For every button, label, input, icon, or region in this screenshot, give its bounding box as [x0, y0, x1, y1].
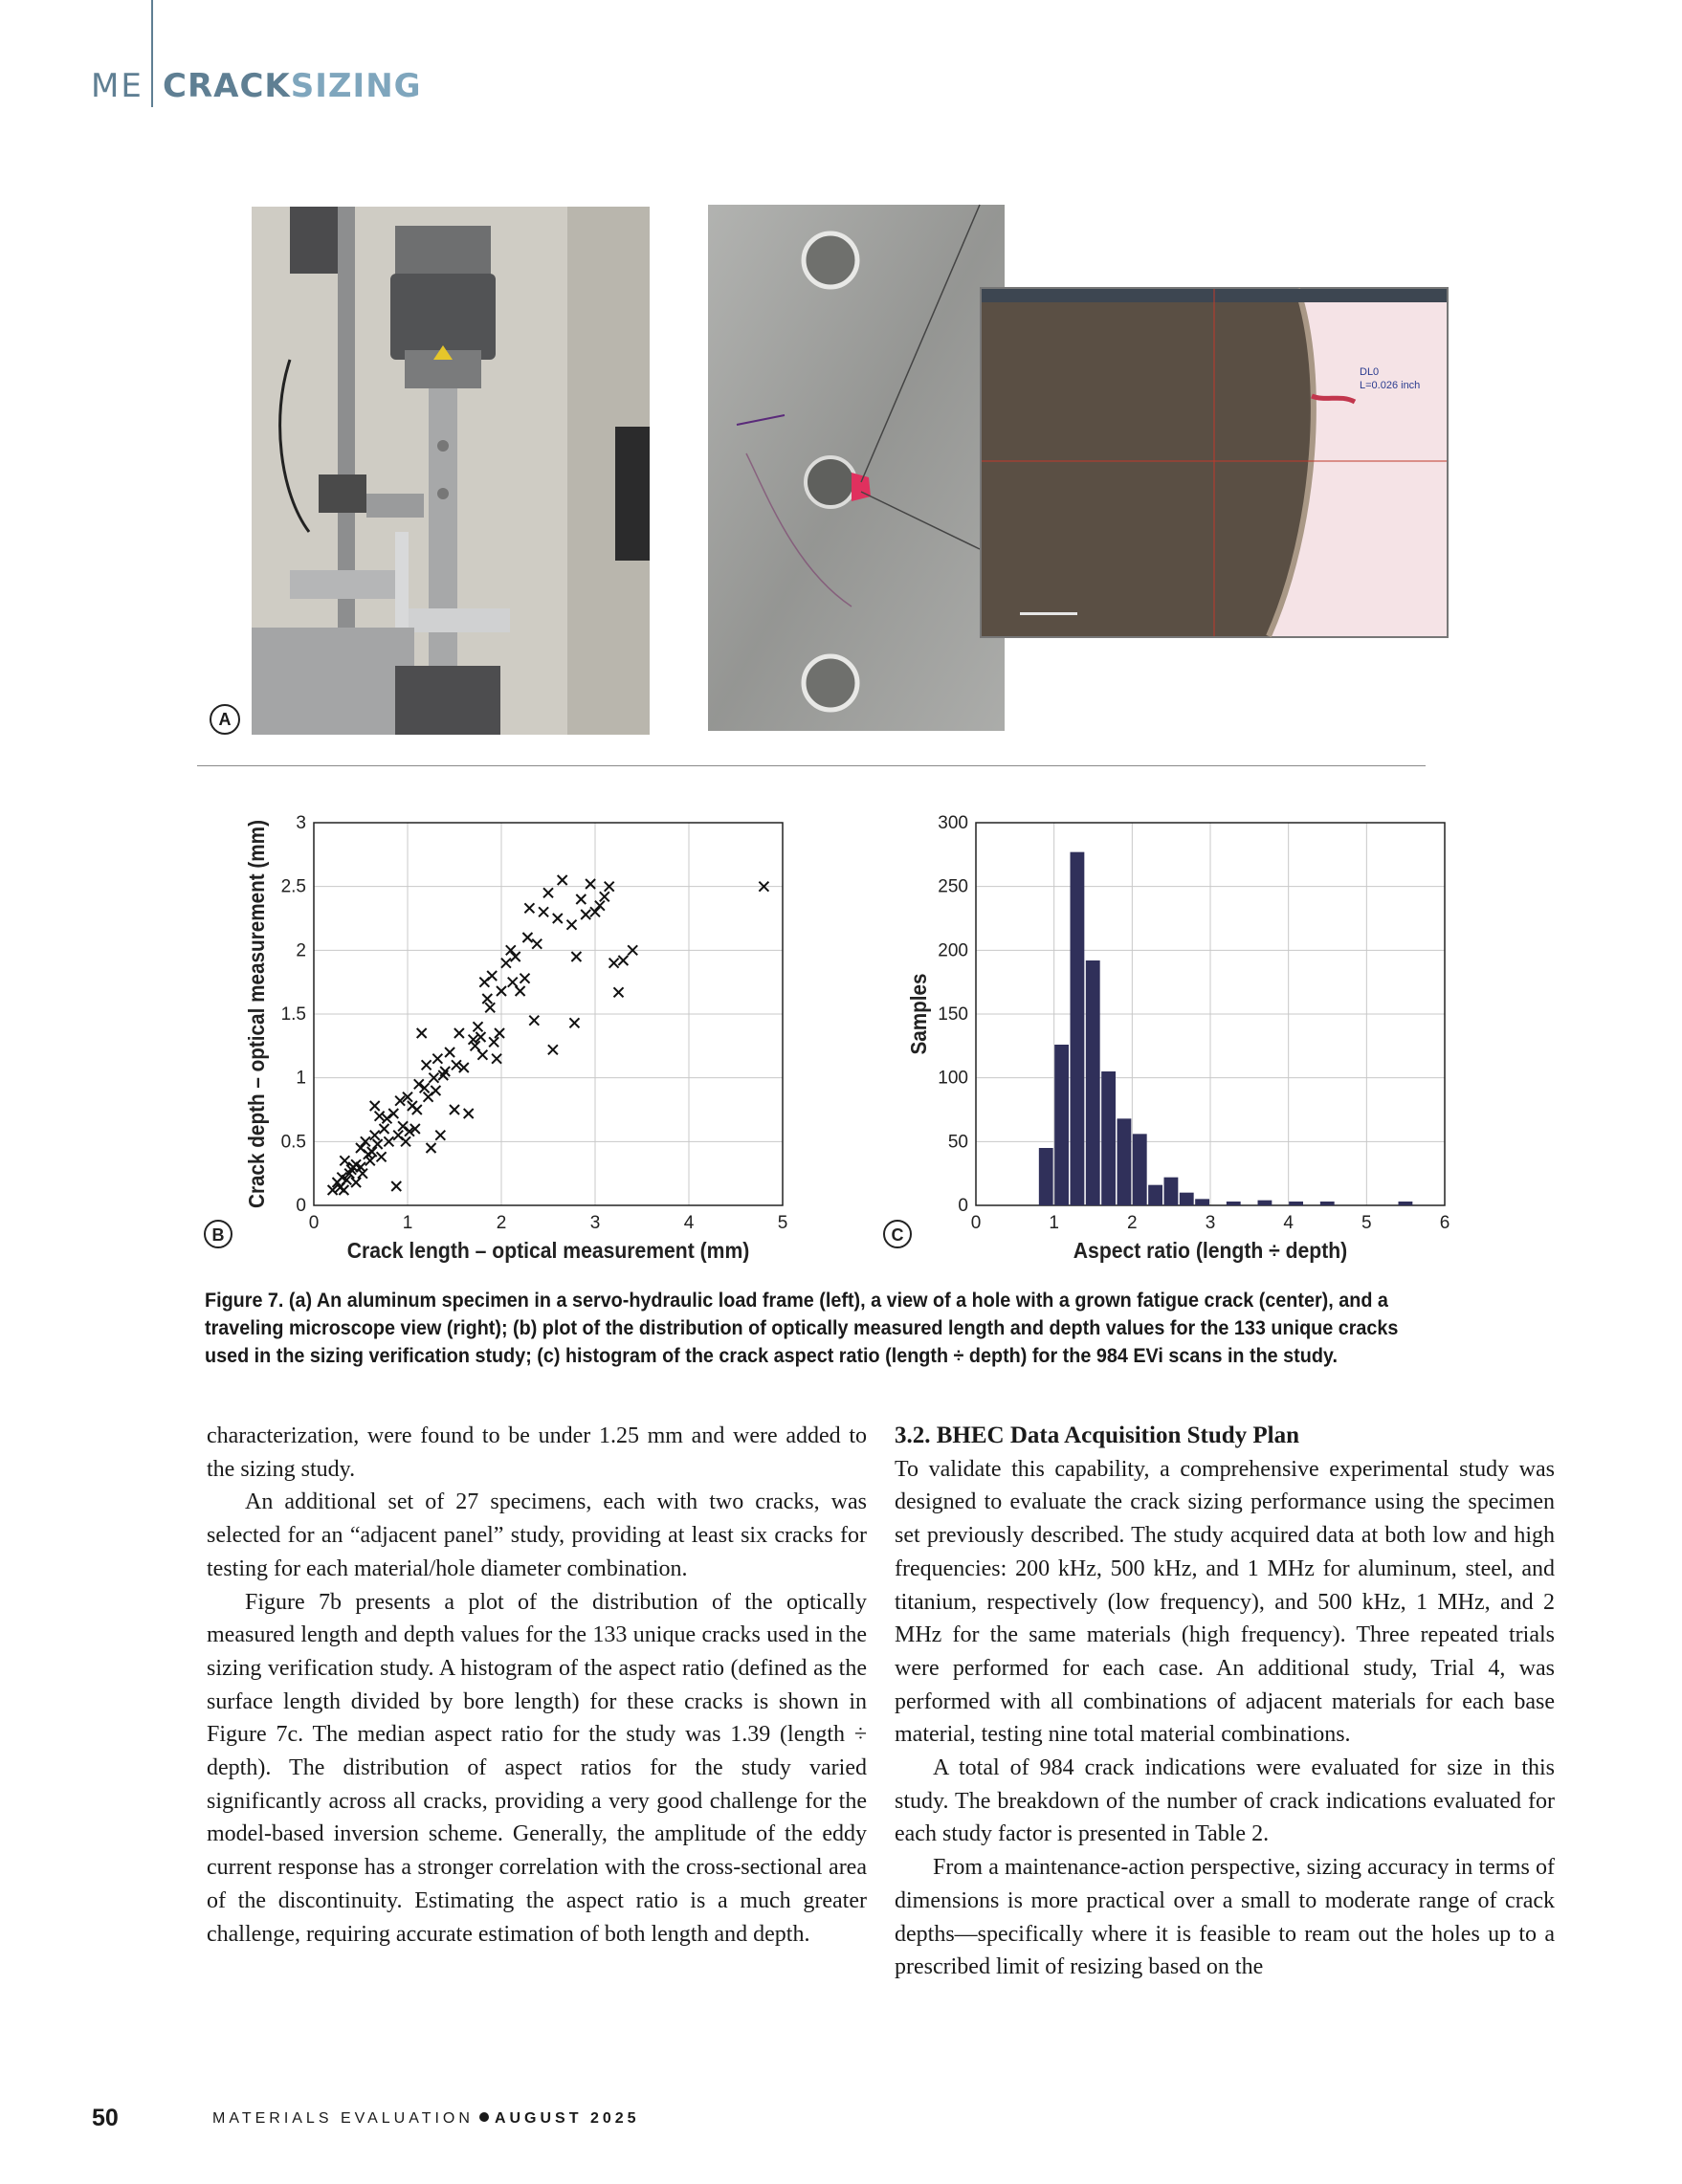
- scatter-point: [474, 1022, 483, 1031]
- section-title-part-a: CRACK: [163, 67, 291, 105]
- scatter-point: [375, 1112, 385, 1121]
- x-tick-label: 3: [1205, 1213, 1216, 1233]
- scatter-point: [487, 971, 497, 981]
- scatter-point: [576, 894, 586, 904]
- histogram-bar: [1071, 852, 1085, 1205]
- y-axis-label: Samples: [905, 973, 932, 1055]
- scatter-point: [516, 986, 525, 996]
- scatter-point: [454, 1028, 464, 1038]
- microscope-illustration: [982, 289, 1447, 636]
- scatter-point: [412, 1105, 422, 1114]
- figure-label-a: A: [210, 704, 240, 735]
- histogram-bar: [1101, 1071, 1116, 1205]
- section-heading: 3.2. BHEC Data Acquisition Study Plan: [895, 1423, 1300, 1448]
- scatter-point: [464, 1109, 474, 1118]
- x-tick-label: 4: [683, 1213, 695, 1233]
- histogram-bar: [1227, 1202, 1241, 1205]
- x-tick-label: 1: [402, 1213, 413, 1233]
- scatter-point: [529, 1016, 539, 1026]
- x-tick-label: 3: [589, 1213, 601, 1233]
- photo-load-frame: [218, 207, 650, 735]
- x-tick-label: 2: [1127, 1213, 1138, 1233]
- histogram-bar: [1148, 1185, 1162, 1205]
- y-tick-label: 3: [296, 813, 306, 833]
- scatter-point: [569, 1018, 579, 1027]
- microscope-tag: DL0: [1360, 366, 1380, 378]
- paragraph: Figure 7b presents a plot of the distribution of the optically measured length and depth values for the 133 unique cracks used in the sizing verification study. A histogram of the aspect ratio (defined as the surface length divided by bore length) for these cracks is shown in Figure 7c. The median aspect ratio for the study was 1.39 (length ÷ depth). The distribution of aspect ratios for the study varied significantly across all cracks, providing a very good challenge for the model-based inversion scheme. Generally, the amplitude of the eddy current response has a stronger correlation with the cross-sectional area of the discontinuity. Estimating the aspect ratio is a much greater challenge, requiring accurate estimation of both length and depth.: [207, 1589, 867, 1947]
- scatter-point: [511, 952, 520, 961]
- histogram-bar: [1118, 1118, 1132, 1205]
- photo-specimen-hole: [708, 205, 1005, 731]
- x-tick-label: 0: [308, 1213, 320, 1233]
- x-axis-label: Aspect ratio (length ÷ depth): [1073, 1238, 1348, 1264]
- scatter-point: [522, 933, 532, 942]
- histogram-bar: [1258, 1201, 1273, 1205]
- scatter-point: [435, 1131, 445, 1140]
- scatter-point: [614, 987, 624, 997]
- specimen-illustration: [708, 205, 1005, 731]
- scatter-point: [420, 1083, 430, 1092]
- scatter-point: [382, 1114, 391, 1123]
- scatter-point: [398, 1121, 408, 1131]
- scatter-point: [380, 1124, 389, 1134]
- y-tick-label: 250: [938, 876, 968, 897]
- x-tick-label: 5: [777, 1213, 788, 1233]
- scatter-point: [340, 1156, 349, 1165]
- scatter-point: [367, 1147, 377, 1157]
- scatter-point: [476, 1032, 485, 1042]
- scatter-point: [571, 952, 581, 961]
- y-tick-label: 2.5: [280, 876, 306, 897]
- scatter-point: [595, 901, 605, 911]
- paragraph: characterization, were found to be under 1.25 mm and were added to the sizing study.: [207, 1423, 867, 1482]
- body-column-left: [207, 1420, 867, 1951]
- histogram-bar: [1164, 1178, 1179, 1205]
- paragraph: An additional set of 27 specimens, each with two cracks, was selected for an “adjacent panel” study, providing at least six cracks for testing for each material/hole diameter combination.: [207, 1489, 867, 1581]
- figure-separator: [197, 765, 1426, 766]
- scatter-point: [440, 1067, 450, 1076]
- scatter-point: [477, 1050, 487, 1060]
- paragraph: To validate this capability, a comprehensive experimental study was designed to evaluate the crack sizing performance using the specimen set previously described. The study acquired data at both low and high frequencies: 200 kHz, 500 kHz, and 1 MHz for aluminum, steel, and titanium, respectively (low frequency), and 500 kHz, 1 MHz, and 2 MHz for the same materials (high frequency). Three repeated trials were performed for each case. An additional study, Trial 4, was performed with all combinations of adjacent materials for each base material, testing nine total material combinations.: [895, 1456, 1555, 1748]
- y-tick-label: 1.5: [280, 1004, 306, 1025]
- page-number: 50: [92, 2105, 119, 2131]
- scatter-point: [532, 939, 542, 949]
- scatter-point: [495, 1028, 504, 1038]
- scatter-point: [581, 910, 590, 919]
- y-tick-label: 100: [938, 1068, 968, 1089]
- x-tick-label: 0: [970, 1213, 982, 1233]
- y-tick-label: 300: [938, 813, 968, 833]
- figure-label: C: [891, 1225, 904, 1245]
- photo-microscope-view: [980, 287, 1449, 638]
- section-label: ME: [91, 67, 144, 105]
- scatter-point: [485, 1003, 495, 1012]
- scatter-point: [558, 875, 567, 885]
- paragraph: From a maintenance-action perspective, sizing accuracy in terms of dimensions is more practical over a small to moderate range of crack depths—specifically where it is feasible to ream out the holes up to a prescribed limit of resizing based on the: [895, 1855, 1555, 1980]
- histogram-chart: [852, 804, 1464, 1287]
- histogram-bar: [1054, 1045, 1069, 1205]
- scatter-point: [351, 1178, 361, 1187]
- scatter-point: [489, 1037, 498, 1047]
- scatter-chart-svg: [172, 804, 788, 1282]
- load-frame-illustration: [252, 207, 650, 735]
- histogram-bar: [1086, 960, 1100, 1205]
- figure-caption: Figure 7. (a) An aluminum specimen in a servo-hydraulic load frame (left), a view of a hole with a grown fatigue crack (center), and a traveling microscope view (right); (b) plot of the distribution of optically measured length and depth values for the 133 unique cracks used in the sizing verification study; (c) histogram of the crack aspect ratio (length ÷ depth) for the 984 EVi scans in the study.: [205, 1289, 1399, 1367]
- scatter-point: [432, 1054, 442, 1064]
- histogram-bar: [1320, 1202, 1335, 1205]
- section-title: [163, 67, 422, 105]
- scatter-point: [414, 1079, 424, 1089]
- scatter-point: [373, 1139, 383, 1149]
- histogram-chart-svg: [852, 804, 1464, 1282]
- scatter-point: [543, 888, 553, 897]
- y-tick-label: 150: [938, 1004, 968, 1025]
- scatter-point: [370, 1101, 380, 1111]
- histogram-bar: [1195, 1199, 1209, 1205]
- scatter-point: [586, 879, 595, 889]
- scatter-point: [452, 1060, 461, 1070]
- histogram-bar: [1289, 1202, 1303, 1205]
- y-tick-label: 0.5: [280, 1132, 306, 1153]
- histogram-bar: [1399, 1202, 1413, 1205]
- scatter-point: [524, 903, 534, 913]
- histogram-bar: [1039, 1148, 1053, 1205]
- footer-journal: [212, 2110, 640, 2128]
- scatter-point: [600, 892, 609, 901]
- x-tick-label: 5: [1361, 1213, 1372, 1233]
- scatter-point: [567, 920, 577, 930]
- scatter-chart: [172, 804, 788, 1287]
- scatter-point: [539, 907, 548, 916]
- y-tick-label: 1: [296, 1068, 306, 1089]
- scatter-point: [482, 994, 492, 1004]
- y-tick-label: 0: [296, 1196, 306, 1216]
- scatter-point: [339, 1185, 348, 1195]
- scatter-point: [370, 1131, 380, 1140]
- y-tick-label: 50: [947, 1132, 968, 1153]
- y-tick-label: 200: [938, 940, 968, 961]
- scatter-point: [391, 1181, 401, 1191]
- scatter-point: [445, 1048, 454, 1057]
- x-axis-label: Crack length – optical measurement (mm): [346, 1238, 750, 1264]
- x-tick-label: 2: [496, 1213, 507, 1233]
- scatter-point: [417, 1028, 427, 1038]
- scatter-point: [501, 959, 511, 968]
- scatter-point: [459, 1063, 469, 1072]
- scatter-point: [508, 978, 518, 987]
- scatter-point: [553, 914, 563, 923]
- microscope-measurement: L=0.026 inch: [1360, 380, 1421, 391]
- bullet-separator: [479, 2112, 489, 2122]
- scatter-point: [388, 1109, 398, 1118]
- scatter-point: [618, 956, 628, 965]
- header-rule: [151, 0, 153, 107]
- figure-label: B: [211, 1225, 225, 1245]
- x-tick-label: 6: [1439, 1213, 1450, 1233]
- scatter-point: [427, 1143, 436, 1153]
- scatter-point: [377, 1152, 387, 1161]
- histogram-bar: [1180, 1193, 1194, 1205]
- section-title-part-b: SIZING: [290, 67, 422, 105]
- x-tick-label: 4: [1283, 1213, 1294, 1233]
- journal-name: MATERIALS EVALUATION: [212, 2110, 474, 2127]
- paragraph: A total of 984 crack indications were evaluated for size in this study. The breakdown of the number of crack indications evaluated for each study factor is presented in Table 2.: [895, 1755, 1555, 1847]
- scatter-point: [609, 959, 619, 968]
- scatter-point: [492, 1054, 501, 1064]
- scatter-point: [520, 974, 530, 983]
- journal-issue: AUGUST 2025: [494, 2110, 640, 2127]
- histogram-bar: [1133, 1134, 1147, 1205]
- body-column-right: [895, 1420, 1555, 1984]
- x-tick-label: 1: [1049, 1213, 1059, 1233]
- scatter-point: [431, 1086, 440, 1095]
- scatter-point: [450, 1105, 459, 1114]
- scatter-point: [548, 1045, 558, 1054]
- y-tick-label: 0: [958, 1196, 968, 1216]
- y-tick-label: 2: [296, 940, 306, 961]
- scatter-point: [422, 1060, 432, 1070]
- y-axis-label: Crack depth – optical measurement (mm): [243, 820, 270, 1208]
